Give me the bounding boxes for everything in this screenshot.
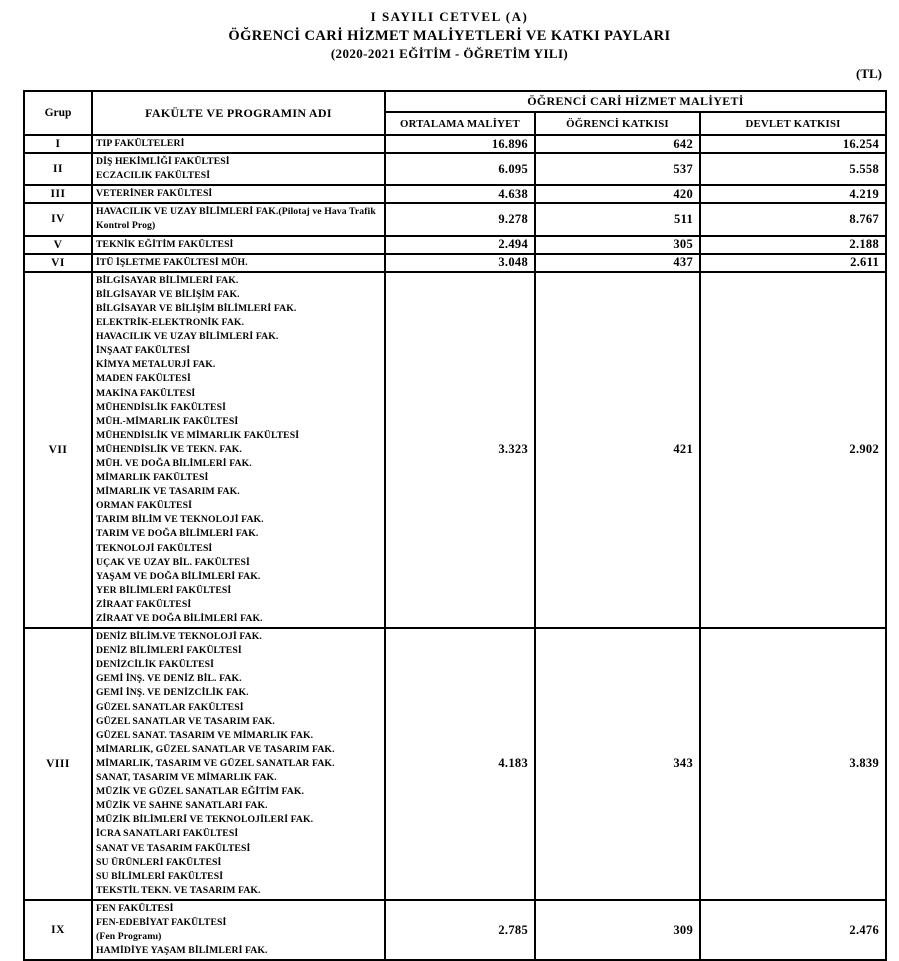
devlet-katkisi-value: 2.611: [700, 254, 886, 272]
faculty-name: YAŞAM VE DOĞA BİLİMLERİ FAK.: [96, 570, 261, 582]
group-number-cell: VI: [24, 254, 92, 272]
ortalama-maliyet-value: 2.494: [385, 236, 535, 254]
faculty-list-cell: [92, 254, 385, 272]
faculty-name: GEMİ İNŞ. VE DENİZCİLİK FAK.: [96, 687, 249, 699]
ortalama-maliyet-value: 3.048: [385, 254, 535, 272]
ortalama-maliyet-value: 6.095: [385, 153, 535, 185]
document-title-line3: (2020-2021 EĞİTİM - ÖĞRETİM YILI): [330, 46, 569, 61]
ogrenci-katkisi-value: 421: [535, 272, 700, 628]
faculty-name: HAVACILIK VE UZAY BİLİMLERİ FAK.(Pilotaj ve Hava Trafik Kontrol Prog): [96, 206, 376, 232]
faculty-list-cell: [92, 236, 385, 254]
ogrenci-katkisi-value: 642: [535, 135, 700, 153]
group-number-cell: IX: [24, 900, 92, 960]
faculty-name: MÜZİK VE SAHNE SANATLARI FAK.: [96, 800, 268, 812]
devlet-katkisi-value: 3.839: [700, 628, 886, 900]
faculty-name: GÜZEL SANATLAR VE TASARIM FAK.: [96, 715, 275, 727]
faculty-name: SANAT, TASARIM VE MİMARLIK FAK.: [96, 772, 277, 784]
faculty-name: MİMARLIK VE TASARIM FAK.: [96, 486, 240, 498]
faculty-name: TIP FAKÜLTELERİ: [96, 138, 185, 149]
ortalama-maliyet-value: 9.278: [385, 203, 535, 235]
header-fakulte: FAKÜLTE VE PROGRAMIN ADI: [92, 91, 385, 135]
faculty-list-cell: [92, 628, 385, 900]
devlet-katkisi-value: 2.188: [700, 236, 886, 254]
table-row: [24, 628, 886, 900]
faculty-list-cell: [92, 900, 385, 960]
faculty-name: BİLGİSAYAR BİLİMLERİ FAK.: [96, 274, 239, 286]
ogrenci-katkisi-value: 309: [535, 900, 700, 960]
header-ortalama-maliyet: ORTALAMA MALİYET: [385, 112, 535, 135]
faculty-name: GEMİ İNŞ. VE DENİZ BİL. FAK.: [96, 673, 242, 685]
faculty-list-cell: [92, 135, 385, 153]
faculty-name: ZİRAAT VE DOĞA BİLİMLERİ FAK.: [96, 613, 263, 624]
table-row: [24, 203, 886, 235]
devlet-katkisi-value: 5.558: [700, 153, 886, 185]
faculty-name: MÜZİK BİLİMLERİ VE TEKNOLOJİLERİ FAK.: [96, 814, 314, 826]
faculty-name: DENİZ BİLİM.VE TEKNOLOJİ FAK.: [96, 631, 262, 643]
table-row: [24, 185, 886, 203]
faculty-name: SANAT VE TASARIM FAKÜLTESİ: [96, 842, 251, 854]
faculty-name: MAKİNA FAKÜLTESİ: [96, 387, 196, 399]
cost-table-header: [24, 91, 886, 135]
faculty-name: BİLGİSAYAR VE BİLİŞİM BİLİMLERİ FAK.: [96, 302, 297, 314]
group-number-cell: VIII: [24, 628, 92, 900]
table-row: [24, 254, 886, 272]
currency-note: (TL): [856, 66, 882, 81]
ortalama-maliyet-value: 4.183: [385, 628, 535, 900]
faculty-name: MÜHENDİSLİK FAKÜLTESİ: [96, 401, 226, 413]
ogrenci-katkisi-value: 437: [535, 254, 700, 272]
faculty-list-cell: [92, 203, 385, 235]
faculty-name: İNŞAAT FAKÜLTESİ: [96, 345, 191, 357]
faculty-name: İTÜ İŞLETME FAKÜLTESİ MÜH.: [96, 256, 248, 268]
group-number-cell: IV: [24, 203, 92, 235]
devlet-katkisi-value: 16.254: [700, 135, 886, 153]
ogrenci-katkisi-value: 305: [535, 236, 700, 254]
table-row: [24, 900, 886, 960]
faculty-list-cell: [92, 185, 385, 203]
faculty-name: (Fen Programı): [96, 931, 162, 943]
faculty-name: SU ÜRÜNLERİ FAKÜLTESİ: [96, 856, 222, 868]
faculty-name: MÜH.-MİMARLIK FAKÜLTESİ: [96, 415, 239, 427]
faculty-name: FEN-EDEBİYAT FAKÜLTESİ: [96, 916, 227, 928]
faculty-name: DİŞ HEKİMLİĞİ FAKÜLTESİ: [96, 156, 230, 168]
faculty-name: TEKNOLOJİ FAKÜLTESİ: [96, 542, 213, 554]
document-title-line1: I SAYILI CETVEL (A): [370, 9, 529, 24]
group-number-cell: V: [24, 236, 92, 254]
ogrenci-katkisi-value: 343: [535, 628, 700, 900]
faculty-list-cell: [92, 153, 385, 185]
cost-table: [23, 90, 887, 961]
faculty-name: DENİZ BİLİMLERİ FAKÜLTESİ: [96, 645, 242, 657]
faculty-name: MÜZİK VE GÜZEL SANATLAR EĞİTİM FAK.: [96, 786, 305, 798]
faculty-name: MADEN FAKÜLTESİ: [96, 373, 191, 385]
faculty-name: TARIM BİLİM VE TEKNOLOJİ FAK.: [96, 514, 264, 526]
faculty-name: İCRA SANATLARI FAKÜLTESİ: [96, 828, 239, 840]
faculty-name: TARIM VE DOĞA BİLİMLERİ FAK.: [96, 528, 259, 540]
faculty-name: YER BİLİMLERİ FAKÜLTESİ: [96, 584, 232, 596]
document-title-block: [0, 0, 899, 62]
faculty-name: ELEKTRİK-ELEKTRONİK FAK.: [96, 317, 245, 329]
ogrenci-katkisi-value: 420: [535, 185, 700, 203]
faculty-name: DENİZCİLİK FAKÜLTESİ: [96, 659, 215, 671]
faculty-name: GÜZEL SANATLAR FAKÜLTESİ: [96, 701, 244, 713]
faculty-name: SU BİLİMLERİ FAKÜLTESİ: [96, 870, 224, 882]
table-row: [24, 236, 886, 254]
faculty-name: MÜH. VE DOĞA BİLİMLERİ FAK.: [96, 457, 252, 469]
group-number-cell: VII: [24, 272, 92, 628]
faculty-name: KİMYA METALURJİ FAK.: [96, 359, 216, 371]
ogrenci-katkisi-value: 537: [535, 153, 700, 185]
faculty-name: MÜHENDİSLİK VE MİMARLIK FAKÜLTESİ: [96, 429, 300, 441]
faculty-list-cell: [92, 272, 385, 628]
table-row: [24, 272, 886, 628]
faculty-name: HAMİDİYE YAŞAM BİLİMLERİ FAK.: [96, 945, 268, 957]
ortalama-maliyet-value: 2.785: [385, 900, 535, 960]
faculty-name: VETERİNER FAKÜLTESİ: [96, 188, 213, 200]
cost-table-body: [24, 135, 886, 960]
faculty-name: HAVACILIK VE UZAY BİLİMLERİ FAK.: [96, 331, 279, 343]
header-devlet-katkisi: DEVLET KATKISI: [700, 112, 886, 135]
devlet-katkisi-value: 2.902: [700, 272, 886, 628]
header-grup: Grup: [24, 91, 92, 135]
faculty-name: TEKSTİL TEKN. VE TASARIM FAK.: [96, 884, 261, 896]
devlet-katkisi-value: 2.476: [700, 900, 886, 960]
faculty-name: ORMAN FAKÜLTESİ: [96, 500, 192, 512]
ortalama-maliyet-value: 3.323: [385, 272, 535, 628]
ogrenci-katkisi-value: 511: [535, 203, 700, 235]
faculty-name: BİLGİSAYAR VE BİLİŞİM FAK.: [96, 288, 240, 300]
ortalama-maliyet-value: 16.896: [385, 135, 535, 153]
document-title-line2: ÖĞRENCİ CARİ HİZMET MALİYETLERİ VE KATKI PAYLARI: [228, 28, 671, 44]
faculty-name: ZİRAAT FAKÜLTESİ: [96, 598, 192, 610]
faculty-name: TEKNİK EĞİTİM FAKÜLTESİ: [96, 238, 234, 250]
ortalama-maliyet-value: 4.638: [385, 185, 535, 203]
faculty-name: FEN FAKÜLTESİ: [96, 902, 174, 914]
faculty-name: GÜZEL SANAT. TASARIM VE MİMARLIK FAK.: [96, 729, 314, 741]
group-number-cell: III: [24, 185, 92, 203]
faculty-name: ECZACILIK FAKÜLTESİ: [96, 170, 211, 182]
faculty-name: MİMARLIK FAKÜLTESİ: [96, 472, 209, 484]
faculty-name: UÇAK VE UZAY BİL. FAKÜLTESİ: [96, 556, 250, 568]
table-row: [24, 135, 886, 153]
group-number-cell: II: [24, 153, 92, 185]
table-row: [24, 153, 886, 185]
faculty-name: MİMARLIK, GÜZEL SANATLAR VE TASARIM FAK.: [96, 743, 335, 755]
faculty-name: MÜHENDİSLİK VE TEKN. FAK.: [96, 443, 242, 455]
header-ogrenci-katkisi: ÖĞRENCİ KATKISI: [535, 112, 700, 135]
group-number-cell: I: [24, 135, 92, 153]
devlet-katkisi-value: 4.219: [700, 185, 886, 203]
devlet-katkisi-value: 8.767: [700, 203, 886, 235]
header-maliyet-span: ÖĞRENCİ CARİ HİZMET MALİYETİ: [385, 91, 886, 112]
faculty-name: MİMARLIK, TASARIM VE GÜZEL SANATLAR FAK.: [96, 757, 335, 769]
